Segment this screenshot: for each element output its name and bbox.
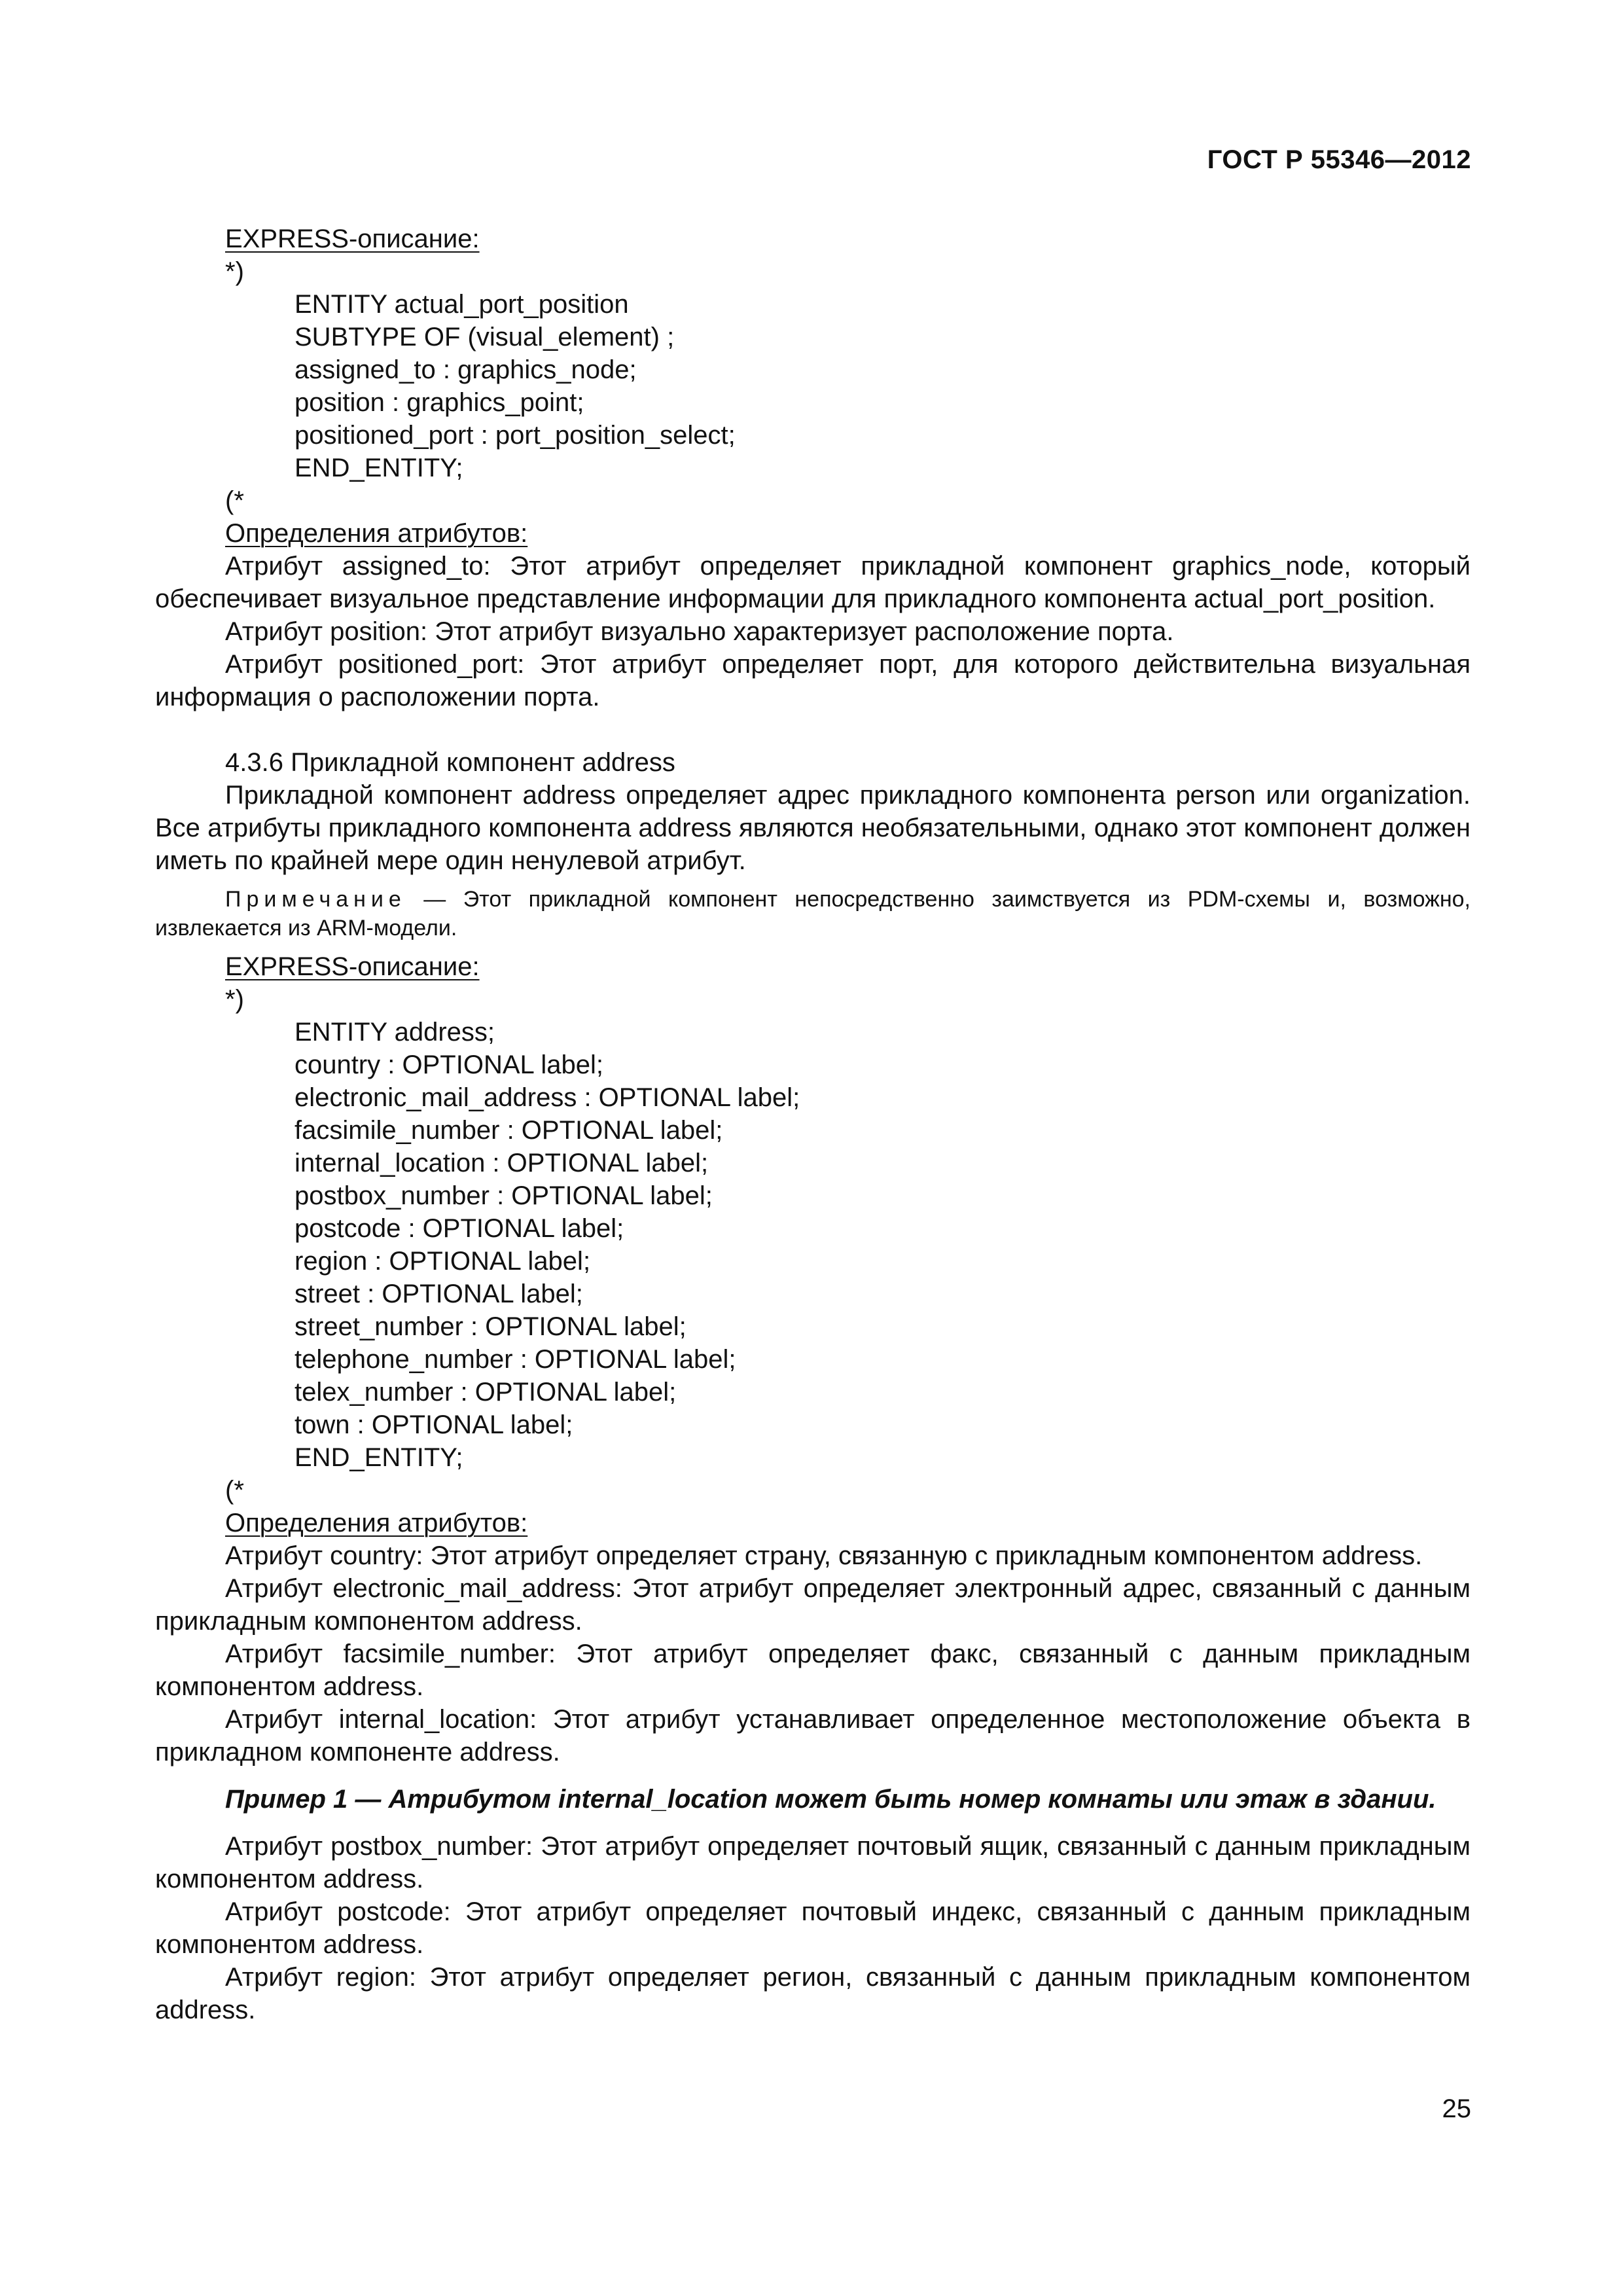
code-line: internal_location : OPTIONAL label; <box>294 1149 709 1177</box>
code-line: town : OPTIONAL label; <box>294 1410 573 1439</box>
code-line: END_ENTITY; <box>294 454 463 482</box>
note <box>155 885 1471 942</box>
section-intro: Прикладной компонент address определяет адрес прикладного компонента person или organization. Все атрибуты прикладного компонента address являются необязательными, однако этот компонент должен иметь по крайней мере один ненулевой атрибут. <box>155 781 1471 875</box>
attribute-definition: Атрибут internal_location: Этот атрибут устанавливает определенное местоположение объекта в прикладном компоненте address. <box>155 1705 1471 1767</box>
attribute-definition: Атрибут positioned_port: Этот атрибут определяет порт, для которого действительна визуальная информация о расположении порта. <box>155 650 1471 711</box>
note-label: Примечание <box>225 887 406 912</box>
code-line: assigned_to : graphics_node; <box>294 355 637 384</box>
attribute-definition: Атрибут postcode: Этот атрибут определяет почтовый индекс, связанный с данным прикладным компонентом address. <box>155 1897 1471 1959</box>
code-line: telex_number : OPTIONAL label; <box>294 1378 677 1407</box>
example: Пример 1 — Атрибутом internal_location может быть номер комнаты или этаж в здании. <box>225 1785 1436 1814</box>
attribute-definitions-label: Определения атрибутов: <box>225 1509 528 1537</box>
attribute-definition: Атрибут position: Этот атрибут визуально характеризует расположение порта. <box>225 617 1174 646</box>
code-line: END_ENTITY; <box>294 1443 463 1472</box>
code-line: country : OPTIONAL label; <box>294 1050 604 1079</box>
attribute-definition: Атрибут assigned_to: Этот атрибут определяет прикладной компонент graphics_node, который обеспечивает визуальное представление информации для прикладного компонента actual_port_position. <box>155 552 1471 613</box>
code-line: street_number : OPTIONAL label; <box>294 1312 687 1341</box>
express-description-label: EXPRESS-описание: <box>225 952 480 981</box>
attribute-definitions-label: Определения атрибутов: <box>225 519 528 548</box>
code-line: street : OPTIONAL label; <box>294 1280 583 1308</box>
comment-close-marker: *) <box>225 985 244 1014</box>
attribute-definition: Атрибут electronic_mail_address: Этот атрибут определяет электронный адрес, связанный с данным прикладным компонентом address. <box>155 1574 1471 1636</box>
standard-header: ГОСТ Р 55346—2012 <box>1207 145 1471 174</box>
comment-close-marker: *) <box>225 257 244 286</box>
code-line: postbox_number : OPTIONAL label; <box>294 1181 713 1210</box>
code-line: position : graphics_point; <box>294 388 584 417</box>
comment-open-marker: (* <box>225 1476 244 1505</box>
code-line: postcode : OPTIONAL label; <box>294 1214 624 1243</box>
page-number: 25 <box>1442 2094 1471 2123</box>
code-line: ENTITY actual_port_position <box>294 290 629 319</box>
note-text: — Этот прикладной компонент непосредственно заимствуется из PDM-схемы и, возможно, извлекается из ARM-модели. <box>155 887 1471 941</box>
code-line: SUBTYPE OF (visual_element) ; <box>294 323 675 351</box>
section-title: 4.3.6 Прикладной компонент address <box>225 748 675 777</box>
code-line: electronic_mail_address : OPTIONAL label; <box>294 1083 800 1112</box>
comment-open-marker: (* <box>225 486 244 515</box>
page-content <box>155 223 1471 2026</box>
code-line: ENTITY address; <box>294 1018 495 1047</box>
express-description-label: EXPRESS-описание: <box>225 224 480 253</box>
attribute-definition: Атрибут facsimile_number: Этот атрибут определяет факс, связанный с данным прикладным компонентом address. <box>155 1640 1471 1701</box>
code-line: facsimile_number : OPTIONAL label; <box>294 1116 723 1145</box>
code-line: region : OPTIONAL label; <box>294 1247 591 1276</box>
attribute-definition: Атрибут country: Этот атрибут определяет страну, связанную с прикладным компонентом address. <box>225 1541 1423 1570</box>
code-line: positioned_port : port_position_select; <box>294 421 736 450</box>
attribute-definition: Атрибут postbox_number: Этот атрибут определяет почтовый ящик, связанный с данным прикладным компонентом address. <box>155 1832 1471 1893</box>
code-line: telephone_number : OPTIONAL label; <box>294 1345 736 1374</box>
attribute-definition: Атрибут region: Этот атрибут определяет регион, связанный с данным прикладным компонентом address. <box>155 1963 1471 2024</box>
